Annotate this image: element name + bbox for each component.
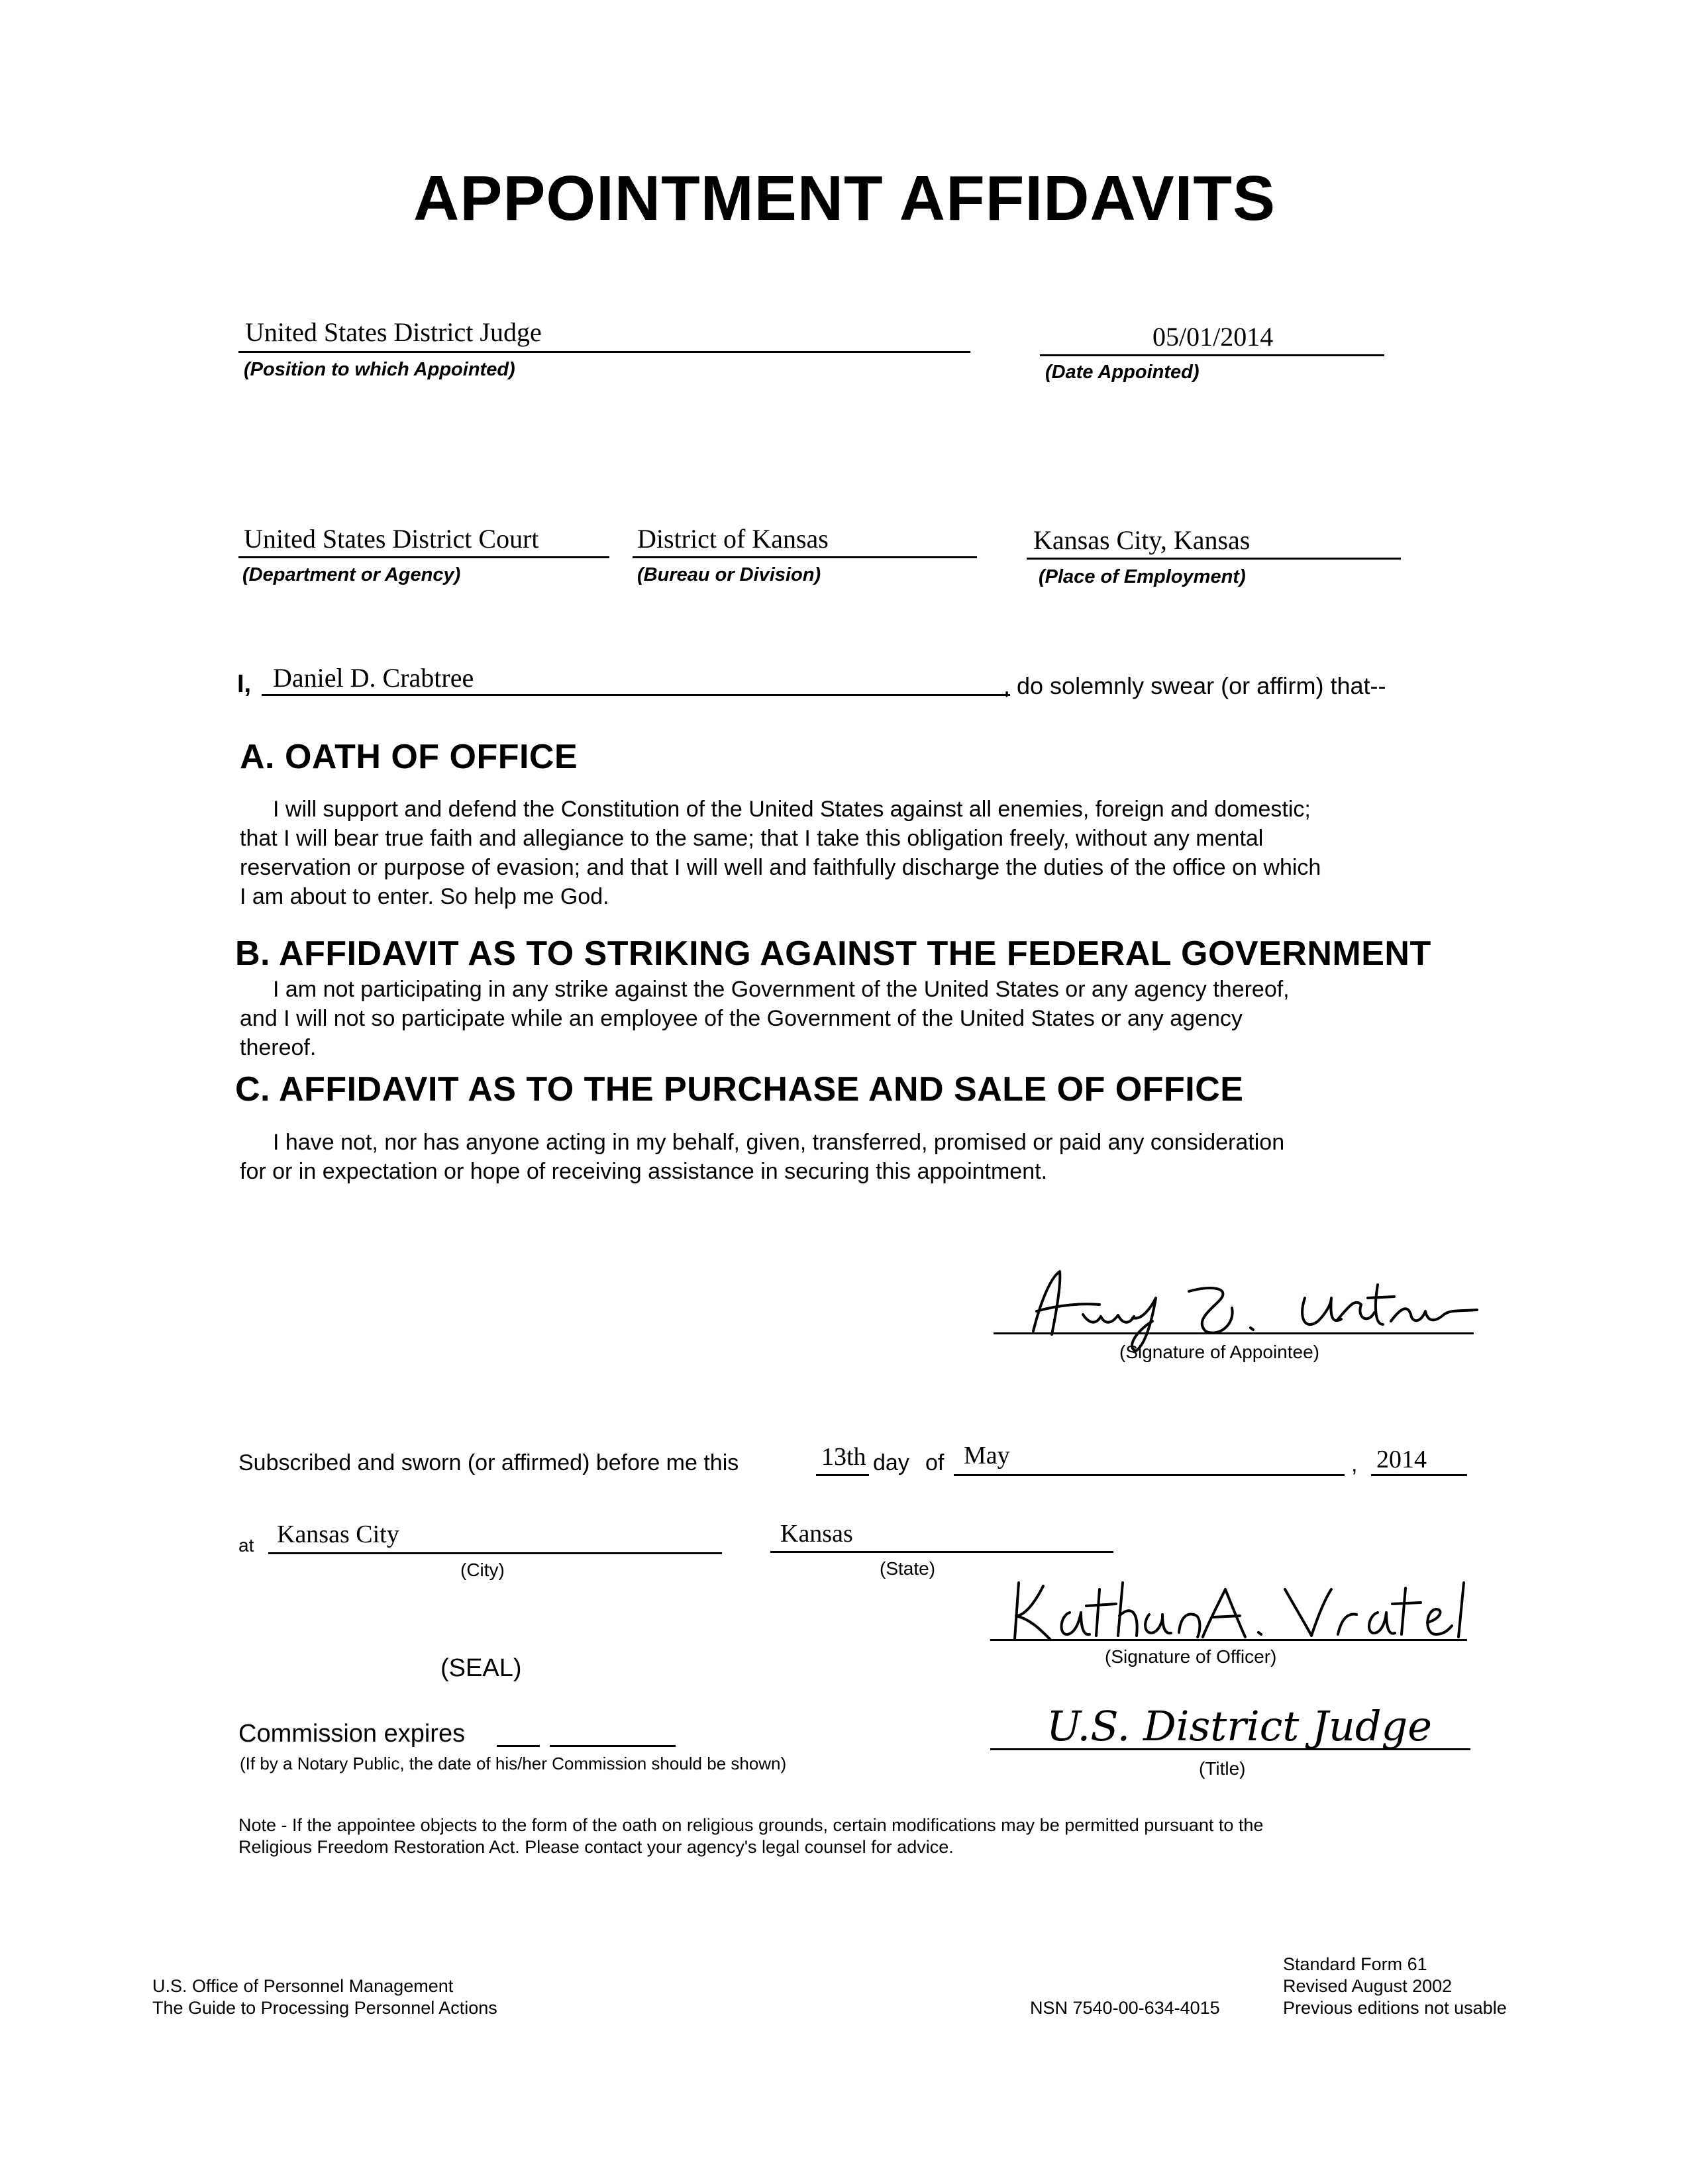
- section-a-line: reservation or purpose of evasion; and that I will well and faithfully discharge the duties of the office on which: [240, 855, 1321, 880]
- sworn-day-rule: [816, 1474, 869, 1476]
- place-caption: (Place of Employment): [1039, 566, 1246, 587]
- section-b-line: thereof.: [240, 1035, 317, 1060]
- city-value[interactable]: Kansas City: [277, 1520, 399, 1548]
- sworn-of-label: of: [925, 1450, 945, 1475]
- officer-title-rule: [990, 1748, 1470, 1750]
- state-caption: (State): [880, 1558, 936, 1579]
- officer-signature-rule: [990, 1639, 1467, 1641]
- seal-label: (SEAL): [440, 1654, 522, 1682]
- section-a-line: that I will bear true faith and allegiance to the same; that I take this obligation freely, without any mental: [240, 826, 1264, 851]
- section-a-line: I am about to enter. So help me God.: [240, 884, 609, 909]
- sworn-month[interactable]: May: [964, 1442, 1010, 1469]
- appointee-signature-caption: (Signature of Appointee): [1119, 1342, 1319, 1362]
- section-c-heading: C. AFFIDAVIT AS TO THE PURCHASE AND SALE OF OFFICE: [235, 1070, 1244, 1109]
- footer-guide: The Guide to Processing Personnel Actions: [152, 1998, 497, 2018]
- place-rule: [1027, 558, 1401, 560]
- position-caption: (Position to which Appointed): [244, 359, 515, 380]
- officer-title-caption: (Title): [1199, 1758, 1246, 1779]
- footer-form-number: Standard Form 61: [1283, 1954, 1427, 1974]
- place-value[interactable]: Kansas City, Kansas: [1033, 525, 1251, 555]
- officer-title-value[interactable]: [1040, 1694, 1432, 1757]
- commission-rule-1[interactable]: [497, 1745, 540, 1747]
- date-appointed-caption: (Date Appointed): [1045, 362, 1200, 383]
- sworn-year-rule: [1371, 1474, 1467, 1476]
- city-rule: [268, 1552, 722, 1554]
- bureau-rule: [633, 556, 977, 558]
- section-a-heading: A. OATH OF OFFICE: [240, 738, 578, 776]
- section-c-line: I have not, nor has anyone acting in my behalf, given, transferred, promised or paid any consideration: [273, 1130, 1285, 1155]
- section-b-body: [240, 975, 1498, 1062]
- department-caption: (Department or Agency): [242, 564, 461, 585]
- appointee-name-rule: [262, 694, 1010, 696]
- sworn-month-rule: [954, 1474, 1345, 1476]
- state-rule: [770, 1551, 1113, 1553]
- swear-prefix: I,: [237, 670, 252, 698]
- commission-label: Commission expires: [238, 1720, 466, 1748]
- officer-signature[interactable]: [1007, 1576, 1616, 1659]
- section-c-line: for or in expectation or hope of receiving assistance in securing this appointment.: [240, 1159, 1048, 1184]
- bureau-value[interactable]: District of Kansas: [637, 524, 829, 554]
- appointee-signature-rule: [994, 1332, 1474, 1334]
- officer-signature-caption: (Signature of Officer): [1105, 1646, 1277, 1667]
- position-value[interactable]: United States District Judge: [245, 317, 542, 347]
- footer-nsn: NSN 7540-00-634-4015: [1030, 1998, 1220, 2018]
- appointee-signature[interactable]: [1020, 1258, 1523, 1354]
- department-rule: [238, 556, 609, 558]
- date-appointed-rule: [1040, 354, 1384, 356]
- city-caption: (City): [460, 1560, 505, 1580]
- section-a-body: [240, 795, 1498, 911]
- commission-note: (If by a Notary Public, the date of his/her Commission should be shown): [240, 1754, 787, 1773]
- section-b-line: I am not participating in any strike against the Government of the United States or any agency thereof,: [273, 977, 1290, 1002]
- section-b-heading: B. AFFIDAVIT AS TO STRIKING AGAINST THE FEDERAL GOVERNMENT: [235, 934, 1431, 973]
- sworn-year[interactable]: 2014: [1376, 1446, 1427, 1473]
- footer-right: [1283, 1954, 1507, 2019]
- sworn-day[interactable]: 13th: [821, 1443, 866, 1471]
- date-appointed-value[interactable]: 05/01/2014: [1152, 322, 1274, 352]
- religious-note-line: Note - If the appointee objects to the form of the oath on religious grounds, certain modifications may be permitted pursuant to the: [238, 1815, 1264, 1835]
- page-title: APPOINTMENT AFFIDAVITS: [413, 163, 1276, 234]
- sworn-text: Subscribed and sworn (or affirmed) before me this: [238, 1450, 739, 1475]
- footer-previous-editions: Previous editions not usable: [1283, 1998, 1507, 2018]
- at-label: at: [238, 1535, 254, 1556]
- bureau-caption: (Bureau or Division): [637, 564, 821, 585]
- section-c-body: [240, 1128, 1498, 1186]
- section-b-line: and I will not so participate while an employee of the Government of the United States or any agency: [240, 1006, 1243, 1031]
- sworn-comma: ,: [1351, 1452, 1358, 1477]
- religious-note: [238, 1814, 1497, 1858]
- religious-note-line: Religious Freedom Restoration Act. Please contact your agency's legal counsel for advice.: [238, 1837, 954, 1857]
- swear-suffix: , do solemnly swear (or affirm) that--: [1003, 672, 1386, 699]
- sworn-day-label: day: [873, 1450, 909, 1475]
- officer-title-text: U.S. District Judge: [1047, 1702, 1432, 1750]
- footer-left: [152, 1975, 497, 2019]
- section-a-line: I will support and defend the Constitution of the United States against all enemies, foreign and domestic;: [273, 797, 1311, 822]
- footer-agency: U.S. Office of Personnel Management: [152, 1976, 454, 1996]
- appointee-name[interactable]: Daniel D. Crabtree: [273, 663, 474, 693]
- state-value[interactable]: Kansas: [780, 1520, 853, 1548]
- footer-revised: Revised August 2002: [1283, 1976, 1453, 1996]
- commission-rule-2[interactable]: [550, 1745, 676, 1747]
- department-value[interactable]: United States District Court: [244, 524, 539, 554]
- position-rule: [238, 351, 970, 353]
